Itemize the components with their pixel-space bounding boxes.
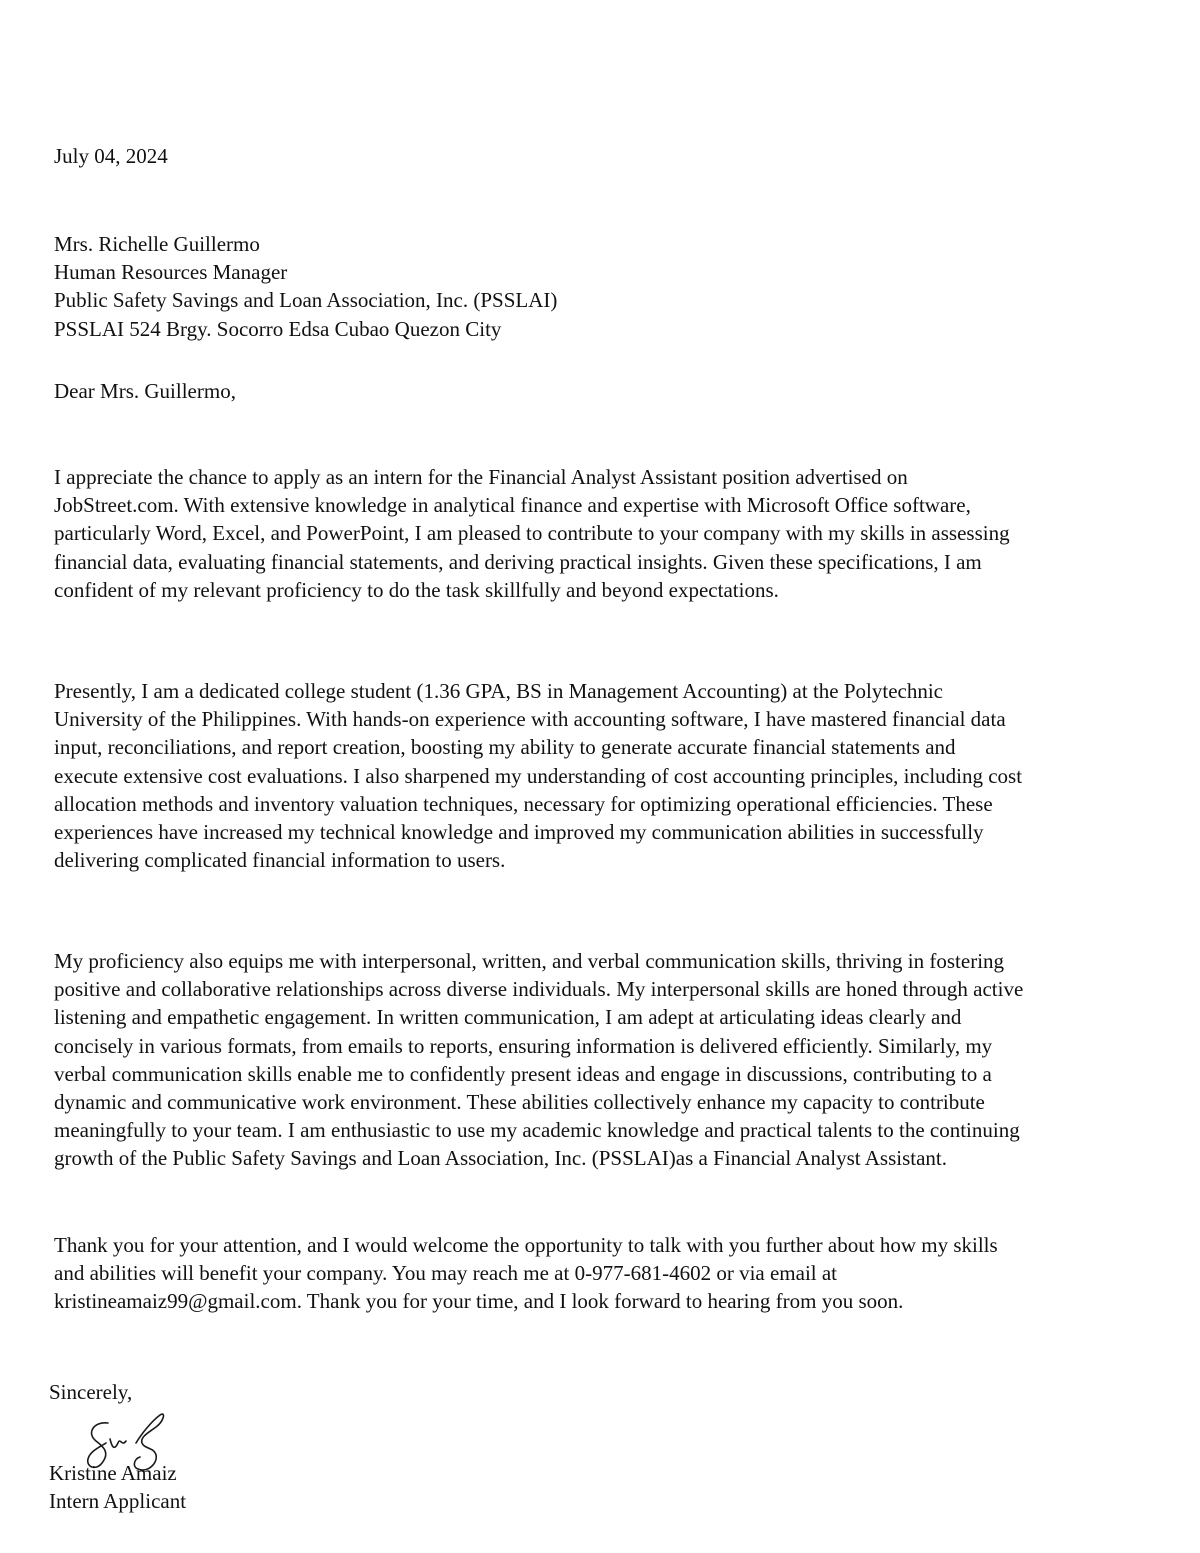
paragraph-line: growth of the Public Safety Savings and Loan Association, Inc. (PSSLAI)as a Financial Analyst Assistant. [54, 1146, 947, 1171]
paragraph-education [54, 677, 1022, 874]
paragraph-line: Presently, I am a dedicated college student (1.36 GPA, BS in Management Accounting) at the Polytechnic [54, 679, 943, 703]
paragraph-line: listening and empathetic engagement. In written communication, I am adept at articulating ideas clearly and [54, 1005, 962, 1030]
paragraph-line: and abilities will benefit your company. You may reach me at 0-977-681-4602 or via email at [54, 1261, 838, 1286]
sender-block [49, 1459, 186, 1515]
paragraph-line: meaningfully to your team. I am enthusiastic to use my academic knowledge and practical talents to the continuing [54, 1118, 1020, 1143]
paragraph-line: kristineamaiz99@gmail.com. Thank you for your time, and I look forward to hearing from you soon. [54, 1289, 904, 1314]
paragraph-line: Thank you for your attention, and I would welcome the opportunity to talk with you further about how my skills [54, 1233, 998, 1257]
paragraph-closing [54, 1231, 998, 1316]
recipient-title: Human Resources Manager [54, 260, 288, 285]
paragraph-line: particularly Word, Excel, and PowerPoint, I am pleased to contribute to your company with my skills in assessing [54, 521, 1010, 546]
paragraph-line: dynamic and communicative work environment. These abilities collectively enhance my capacity to contribute [54, 1090, 985, 1115]
sender-title: Intern Applicant [49, 1489, 187, 1514]
paragraph-line: University of the Philippines. With hands-on experience with accounting software, I have mastered financial data [54, 707, 1006, 732]
paragraph-line: execute extensive cost evaluations. I also sharpened my understanding of cost accounting principles, including cost [54, 763, 1023, 788]
paragraph-line: input, reconciliations, and report creation, boosting my ability to generate accurate financial statements and [54, 735, 956, 760]
paragraph-line: confident of my relevant proficiency to do the task skillfully and beyond expectations. [54, 577, 779, 602]
sender-name: Kristine Amaiz [49, 1461, 177, 1485]
paragraph-line: delivering complicated financial information to users. [54, 848, 506, 873]
salutation: Dear Mrs. Guillermo, [54, 379, 236, 403]
paragraph-line: positive and collaborative relationships across diverse individuals. My interpersonal skills are honed through active [54, 977, 1024, 1002]
paragraph-intro [54, 463, 1010, 604]
closing-phrase: Sincerely, [49, 1380, 133, 1404]
paragraph-skills [54, 947, 1023, 1173]
paragraph-line: concisely in various formats, from emails to reports, ensuring information is delivered efficiently. Similarly, my [54, 1033, 993, 1058]
recipient-company: Public Safety Savings and Loan Association, Inc. (PSSLAI) [54, 288, 558, 313]
paragraph-line: JobStreet.com. With extensive knowledge in analytical finance and expertise with Microsoft Office software, [54, 493, 971, 518]
letter-date: July 04, 2024 [54, 144, 168, 168]
paragraph-line: I appreciate the chance to apply as an intern for the Financial Analyst Assistant position advertised on [54, 465, 908, 489]
recipient-name: Mrs. Richelle Guillermo [54, 232, 260, 256]
paragraph-line: My proficiency also equips me with interpersonal, written, and verbal communication skills, thriving in fostering [54, 949, 1005, 973]
recipient-address: PSSLAI 524 Brgy. Socorro Edsa Cubao Quezon City [54, 316, 502, 341]
paragraph-line: financial data, evaluating financial statements, and deriving practical insights. Given these specifications, I am [54, 549, 982, 574]
recipient-block [54, 230, 557, 343]
paragraph-line: allocation methods and inventory valuation techniques, necessary for optimizing operational efficiencies. These [54, 791, 993, 816]
paragraph-line: experiences have increased my technical knowledge and improved my communication abilities in successfully [54, 820, 984, 845]
paragraph-line: verbal communication skills enable me to confidently present ideas and engage in discussions, contributing to a [54, 1061, 992, 1086]
